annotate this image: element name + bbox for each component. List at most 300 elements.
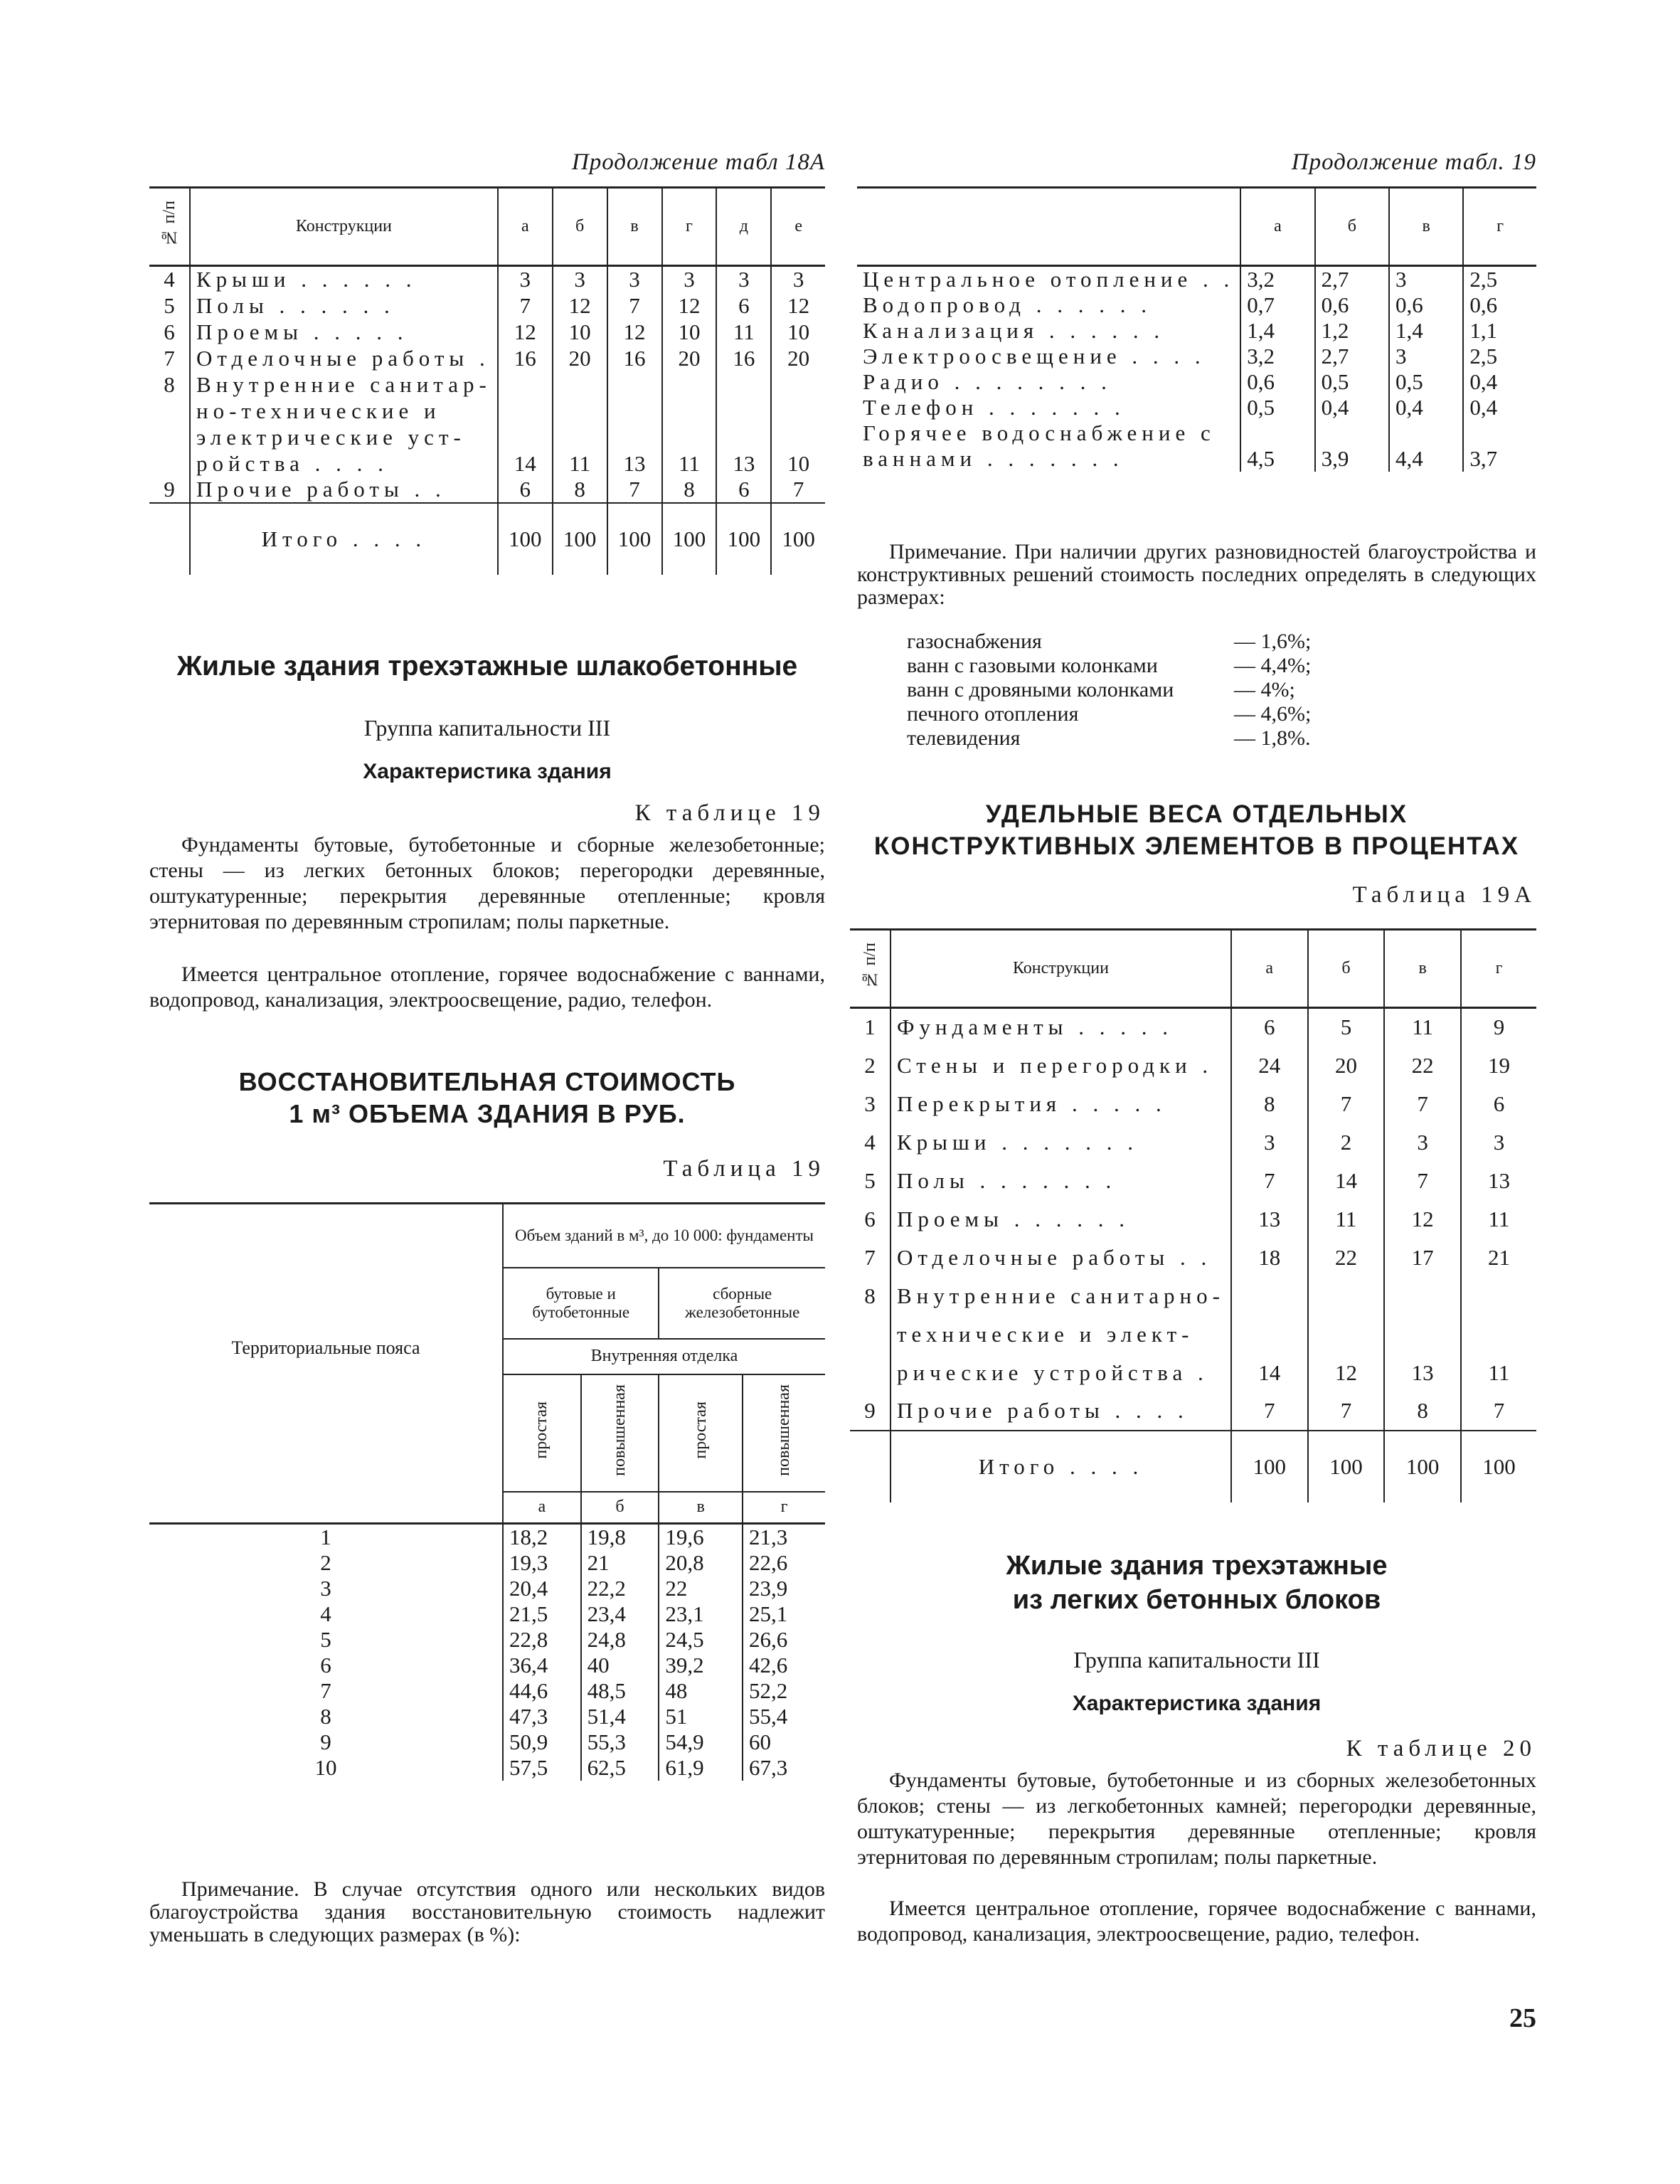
cell-value: 12 [498, 319, 553, 345]
characteristics-title: Характеристика здания [1072, 1692, 1322, 1715]
cell-value: 2,7 [1315, 266, 1389, 293]
table-19-continued-body [857, 266, 1536, 472]
cell-value: 14 [498, 450, 553, 477]
row-number: 9 [850, 1392, 890, 1431]
row-number: 8 [149, 371, 190, 398]
table-row [149, 371, 825, 398]
table-row [857, 420, 1536, 446]
cell-value: 16 [607, 345, 662, 371]
note-item-value: — 4%; [1234, 678, 1295, 701]
row-label: Стены и перегородки . [890, 1046, 1231, 1085]
zone-number: 8 [149, 1704, 503, 1729]
row-label: Телефон . . . . . . . [857, 395, 1240, 420]
row-label: Фундаменты . . . . . [890, 1008, 1231, 1046]
note-item-label: печного отопления [907, 702, 1079, 726]
zone-number: 10 [149, 1755, 503, 1781]
cell-value [1463, 420, 1536, 446]
building-amenities: Имеется центральное отопление, горячее водоснабжение с ваннами, водопровод, канализация, электроосвещение, радио, телефон. [857, 1897, 1536, 1946]
cell-value: 11 [1461, 1200, 1536, 1239]
cell-value: 3,9 [1315, 446, 1389, 472]
cell-value [1384, 1277, 1461, 1315]
header-rubble-foundation: бутовые и бутобетонные [503, 1268, 659, 1339]
header-volume: Объем зданий в м³, до 10 000: фундаменты [503, 1204, 825, 1268]
cost-value: 47,3 [503, 1704, 581, 1729]
cost-value: 55,4 [743, 1704, 825, 1729]
cost-value: 20,8 [659, 1550, 743, 1576]
cost-value: 19,6 [659, 1524, 743, 1551]
header-col-g: г [662, 188, 717, 266]
page-number: 25 [1509, 2003, 1536, 2033]
cell-value: 11 [1384, 1008, 1461, 1046]
cell-value: 17 [1384, 1239, 1461, 1277]
cell-value: 7 [1308, 1085, 1385, 1123]
row-label: ваннами . . . . . . . [857, 446, 1240, 472]
row-label: Внутренние санитарно- [890, 1277, 1231, 1315]
header-col-d: д [716, 188, 771, 266]
cell-value: 11 [662, 450, 717, 477]
cell-value: 0,5 [1389, 369, 1463, 395]
cell-value: 3,7 [1463, 446, 1536, 472]
cell-value: 0,4 [1315, 395, 1389, 420]
table-19a [850, 928, 1536, 1502]
note-additional: Примечание. При наличии других разновидностей благоустройства и конструктивных решений стоимость последних определять в следующих размерах: [857, 540, 1536, 609]
row-label: Полы . . . . . . [190, 292, 498, 319]
row-label: Проемы . . . . . [190, 319, 498, 345]
cell-value [1384, 1315, 1461, 1354]
cell-value: 13 [1461, 1162, 1536, 1200]
cell-value: 12 [553, 292, 607, 319]
header-col-v: в [1384, 930, 1461, 1008]
cell-value: 6 [716, 477, 771, 503]
table-19a-body [850, 1008, 1536, 1502]
cell-value: 6 [1231, 1008, 1308, 1046]
row-label: Проемы . . . . . . [890, 1200, 1231, 1239]
row-number: 5 [149, 292, 190, 319]
cell-value: 9 [1461, 1008, 1536, 1046]
note-item [907, 702, 1311, 726]
total-value: 100 [553, 503, 607, 575]
cell-value: 4,4 [1389, 446, 1463, 472]
row-label: Центральное отопление . . [857, 266, 1240, 293]
cell-value: 0,5 [1240, 395, 1314, 420]
note-item [907, 678, 1311, 702]
row-number: 2 [850, 1046, 890, 1085]
cell-value: 7 [498, 292, 553, 319]
cell-value: 24 [1231, 1046, 1308, 1085]
table-row [850, 1046, 1536, 1085]
cell-value: 21 [1461, 1239, 1536, 1277]
capital-group-label: Группа капитальности III [363, 715, 611, 741]
cell-value [553, 398, 607, 424]
table-row [149, 1729, 825, 1755]
cost-value: 51 [659, 1704, 743, 1729]
cost-value: 40 [581, 1653, 659, 1678]
cell-value [771, 424, 825, 450]
note-item [907, 630, 1311, 654]
row-label: Перекрытия . . . . . [890, 1085, 1231, 1123]
cell-value [1231, 1315, 1308, 1354]
table-row [857, 369, 1536, 395]
header-col-v: в [1389, 188, 1463, 266]
cell-value: 18 [1231, 1239, 1308, 1277]
row-label: но-технические и [190, 398, 498, 424]
section-title-light-blocks-1: Жилые здания трехэтажные [1006, 1551, 1388, 1581]
cost-value: 23,4 [581, 1601, 659, 1627]
cell-value [662, 398, 717, 424]
cost-value: 48,5 [581, 1678, 659, 1704]
cell-value: 19 [1461, 1046, 1536, 1085]
note-item-label: ванн с газовыми колонками [907, 654, 1158, 677]
header-letter-a: а [503, 1492, 581, 1524]
table-row [850, 1392, 1536, 1431]
note-item-value: — 4,4%; [1234, 654, 1312, 677]
table-row [850, 1354, 1536, 1392]
zone-number: 1 [149, 1524, 503, 1551]
cell-value: 1,4 [1240, 318, 1314, 344]
header-number: № п/п [850, 930, 890, 1008]
note-item-label: газоснабжения [907, 630, 1042, 653]
cell-value: 12 [1384, 1200, 1461, 1239]
cell-value: 3 [771, 266, 825, 293]
cell-value [607, 424, 662, 450]
cell-value: 8 [662, 477, 717, 503]
cell-value: 2,5 [1463, 344, 1536, 369]
header-constructions: Конструкции [890, 930, 1231, 1008]
cell-value: 11 [553, 450, 607, 477]
row-number: 1 [850, 1008, 890, 1046]
cell-value: 10 [553, 319, 607, 345]
cell-value: 3 [1384, 1123, 1461, 1162]
header-col-a: а [1240, 188, 1314, 266]
table-row [149, 1601, 825, 1627]
header-blank [857, 188, 1240, 266]
note-item [907, 726, 1311, 751]
row-number: 6 [850, 1200, 890, 1239]
cell-value: 7 [1384, 1085, 1461, 1123]
row-label: Электроосвещение . . . . [857, 344, 1240, 369]
right-column [857, 0, 1536, 2184]
zone-number: 5 [149, 1627, 503, 1653]
table-row [149, 1576, 825, 1601]
cost-value: 21,3 [743, 1524, 825, 1551]
continuation-label-19: Продолжение табл. 19 [1291, 149, 1536, 175]
cell-value [498, 398, 553, 424]
cell-value: 2,7 [1315, 344, 1389, 369]
table-row [149, 1704, 825, 1729]
cell-value: 3,2 [1240, 344, 1314, 369]
building-amenities: Имеется центральное отопление, горячее водоснабжение с ваннами, водопровод, канализация, электроосвещение, радио, телефон. [149, 963, 825, 1012]
table-row [857, 292, 1536, 318]
cell-value: 13 [716, 450, 771, 477]
table-row [857, 344, 1536, 369]
cell-value [662, 424, 717, 450]
continuation-label-18a: Продолжение табл 18А [571, 149, 825, 175]
cell-value: 3 [607, 266, 662, 293]
cell-value: 7 [1308, 1392, 1385, 1431]
table-row [149, 450, 825, 477]
cell-value: 7 [1461, 1392, 1536, 1431]
table-row [149, 1678, 825, 1704]
note-item-value: — 4,6%; [1234, 702, 1312, 726]
table-19a-label: Таблица 19А [1352, 882, 1536, 908]
header-col-a: а [1231, 930, 1308, 1008]
cell-value [607, 398, 662, 424]
cell-value [662, 371, 717, 398]
row-label: Полы . . . . . . . [890, 1162, 1231, 1200]
cost-value: 52,2 [743, 1678, 825, 1704]
total-blank [149, 503, 190, 575]
cell-value [716, 398, 771, 424]
total-value: 100 [607, 503, 662, 575]
cell-value: 8 [1384, 1392, 1461, 1431]
cost-value: 42,6 [743, 1653, 825, 1678]
cost-value: 22,2 [581, 1576, 659, 1601]
row-number: 5 [850, 1162, 890, 1200]
cell-value: 10 [662, 319, 717, 345]
cell-value: 11 [1461, 1354, 1536, 1392]
cost-value: 22 [659, 1576, 743, 1601]
cell-value: 0,5 [1315, 369, 1389, 395]
cell-value: 3 [716, 266, 771, 293]
cell-value: 8 [553, 477, 607, 503]
cell-value: 12 [771, 292, 825, 319]
cell-value: 3,2 [1240, 266, 1314, 293]
cost-title-line-2: 1 м³ ОБЪЕМА ЗДАНИЯ В РУБ. [289, 1099, 686, 1128]
table-row [149, 398, 825, 424]
header-zones: Территориальные пояса [149, 1204, 503, 1492]
total-value: 100 [498, 503, 553, 575]
table-19-continued [857, 186, 1536, 472]
cell-value: 6 [1461, 1085, 1536, 1123]
row-number [149, 424, 190, 450]
row-number: 4 [850, 1123, 890, 1162]
header-empty [149, 1492, 503, 1524]
row-number: 8 [850, 1277, 890, 1315]
cell-value: 10 [771, 319, 825, 345]
note-item-value: — 1,8%. [1234, 726, 1311, 750]
cell-value: 12 [662, 292, 717, 319]
total-value: 100 [1384, 1431, 1461, 1502]
cell-value [1308, 1277, 1385, 1315]
table-row [149, 1627, 825, 1653]
note-item-label: телевидения [907, 726, 1021, 750]
cell-value: 20 [553, 345, 607, 371]
row-number [850, 1315, 890, 1354]
total-value: 100 [1308, 1431, 1385, 1502]
note-item-value: — 1,6%; [1234, 630, 1312, 653]
cell-value [1315, 420, 1389, 446]
cost-value: 24,5 [659, 1627, 743, 1653]
row-number: 4 [149, 266, 190, 293]
cost-value: 54,9 [659, 1729, 743, 1755]
cell-value: 7 [1231, 1392, 1308, 1431]
row-label: Прочие работы . . [190, 477, 498, 503]
row-number: 6 [149, 319, 190, 345]
cell-value [1240, 420, 1314, 446]
cost-value: 23,1 [659, 1601, 743, 1627]
table-row [857, 318, 1536, 344]
to-table-19-label: К таблице 19 [634, 800, 825, 826]
row-label: технические и элект- [890, 1315, 1231, 1354]
row-label: электрические уст- [190, 424, 498, 450]
row-label: Канализация . . . . . . [857, 318, 1240, 344]
cell-value: 13 [1384, 1354, 1461, 1392]
cost-value: 25,1 [743, 1601, 825, 1627]
cost-value: 67,3 [743, 1755, 825, 1781]
total-value: 100 [716, 503, 771, 575]
cell-value [1231, 1277, 1308, 1315]
total-row [850, 1431, 1536, 1502]
cell-value: 5 [1308, 1008, 1385, 1046]
cell-value: 12 [1308, 1354, 1385, 1392]
cost-value: 18,2 [503, 1524, 581, 1551]
cell-value: 3 [1231, 1123, 1308, 1162]
cell-value: 13 [607, 450, 662, 477]
table-row [850, 1123, 1536, 1162]
header-col-g: г [1463, 188, 1536, 266]
row-label: Прочие работы . . . . [890, 1392, 1231, 1431]
table-row [149, 477, 825, 503]
to-table-20-label: К таблице 20 [1346, 1736, 1536, 1761]
row-number: 9 [149, 477, 190, 503]
table-row [149, 292, 825, 319]
cell-value: 14 [1308, 1162, 1385, 1200]
total-row [149, 503, 825, 575]
cell-value: 3 [1461, 1123, 1536, 1162]
row-label: Горячее водоснабжение с [857, 420, 1240, 446]
header-simple-v: простая [659, 1374, 743, 1492]
cost-value: 21 [581, 1550, 659, 1576]
total-blank [850, 1431, 890, 1502]
table-row [857, 446, 1536, 472]
cost-value: 20,4 [503, 1576, 581, 1601]
cost-value: 22,6 [743, 1550, 825, 1576]
section-title-slag-concrete: Жилые здания трехэтажные шлакобетонные [176, 651, 798, 682]
cell-value: 13 [1231, 1200, 1308, 1239]
cost-value: 21,5 [503, 1601, 581, 1627]
table-row [850, 1085, 1536, 1123]
cell-value: 0,7 [1240, 292, 1314, 318]
table-18a [149, 186, 825, 575]
table-row [850, 1315, 1536, 1354]
characteristics-title: Характеристика здания [363, 760, 612, 783]
cell-value: 6 [716, 292, 771, 319]
cell-value: 3 [662, 266, 717, 293]
table-row [149, 1755, 825, 1781]
cell-value [771, 398, 825, 424]
header-col-g: г [1461, 930, 1536, 1008]
table-row [850, 1008, 1536, 1046]
building-description: Фундаменты бутовые, бутобетонные и сборные железобетонные; стены — из легких бетонных блоков; перегородки деревянные, оштукатуренные; перекрытия деревянные отепленные; кровля этернитовая по деревянным стропилам; полы паркетные. [149, 833, 825, 933]
row-number: 7 [850, 1239, 890, 1277]
cost-value: 55,3 [581, 1729, 659, 1755]
cell-value: 2,5 [1463, 266, 1536, 293]
cost-value: 44,6 [503, 1678, 581, 1704]
cost-value: 19,8 [581, 1524, 659, 1551]
table-row [149, 319, 825, 345]
table-row [850, 1239, 1536, 1277]
cell-value: 3 [1389, 344, 1463, 369]
note-item [907, 654, 1311, 678]
cost-value: 24,8 [581, 1627, 659, 1653]
cell-value: 16 [716, 345, 771, 371]
row-label: Крыши . . . . . . [190, 266, 498, 293]
cell-value: 1,1 [1463, 318, 1536, 344]
header-letter-b: б [581, 1492, 659, 1524]
cost-value: 60 [743, 1729, 825, 1755]
table-row [850, 1162, 1536, 1200]
cost-value: 51,4 [581, 1704, 659, 1729]
total-value: 100 [1461, 1431, 1536, 1502]
cell-value: 20 [1308, 1046, 1385, 1085]
zone-number: 9 [149, 1729, 503, 1755]
cell-value [1308, 1315, 1385, 1354]
cost-value: 23,9 [743, 1576, 825, 1601]
note-item-label: ванн с дровяными колонками [907, 678, 1174, 701]
cell-value: 22 [1308, 1239, 1385, 1277]
cell-value: 1,4 [1389, 318, 1463, 344]
total-value: 100 [662, 503, 717, 575]
row-label: Отделочные работы . . [890, 1239, 1231, 1277]
cell-value: 3 [553, 266, 607, 293]
header-col-a: а [498, 188, 553, 266]
cell-value: 0,6 [1315, 292, 1389, 318]
header-col-b: б [1308, 930, 1385, 1008]
cell-value: 6 [498, 477, 553, 503]
header-number: № п/п [149, 188, 190, 266]
cell-value: 10 [771, 450, 825, 477]
cost-value: 19,3 [503, 1550, 581, 1576]
table-row [857, 266, 1536, 293]
cell-value: 1,2 [1315, 318, 1389, 344]
cell-value: 4,5 [1240, 446, 1314, 472]
row-label: Радио . . . . . . . . [857, 369, 1240, 395]
zone-number: 2 [149, 1550, 503, 1576]
header-precast-foundation: сборные железобетонные [659, 1268, 825, 1339]
cell-value: 0,6 [1389, 292, 1463, 318]
cell-value: 16 [498, 345, 553, 371]
header-constructions: Конструкции [190, 188, 498, 266]
cell-value: 7 [1384, 1162, 1461, 1200]
table-row [149, 424, 825, 450]
cost-value: 48 [659, 1678, 743, 1704]
cell-value: 14 [1231, 1354, 1308, 1392]
cell-value: 0,4 [1463, 369, 1536, 395]
header-improved-g: повышенная [743, 1374, 825, 1492]
total-label: Итого . . . . [890, 1431, 1231, 1502]
cell-value: 20 [662, 345, 717, 371]
row-number [149, 450, 190, 477]
cell-value: 0,6 [1240, 369, 1314, 395]
header-letter-g: г [743, 1492, 825, 1524]
header-interior-finish: Внутренняя отделка [503, 1339, 825, 1374]
cost-value: 50,9 [503, 1729, 581, 1755]
row-label: рические устройства . [890, 1354, 1231, 1392]
cell-value: 7 [607, 292, 662, 319]
table-19 [149, 1202, 825, 1781]
cost-value: 22,8 [503, 1627, 581, 1653]
header-letter-v: в [659, 1492, 743, 1524]
row-number [149, 398, 190, 424]
cell-value: 12 [607, 319, 662, 345]
cell-value [1461, 1315, 1536, 1354]
zone-number: 7 [149, 1678, 503, 1704]
cell-value: 7 [1231, 1162, 1308, 1200]
cell-value [716, 371, 771, 398]
cost-value: 57,5 [503, 1755, 581, 1781]
note-reduction: Примечание. В случае отсутствия одного или нескольких видов благоустройства здания восстановительную стоимость надлежит уменьшать в следующих размерах (в %): [149, 1877, 825, 1946]
cell-value [553, 371, 607, 398]
